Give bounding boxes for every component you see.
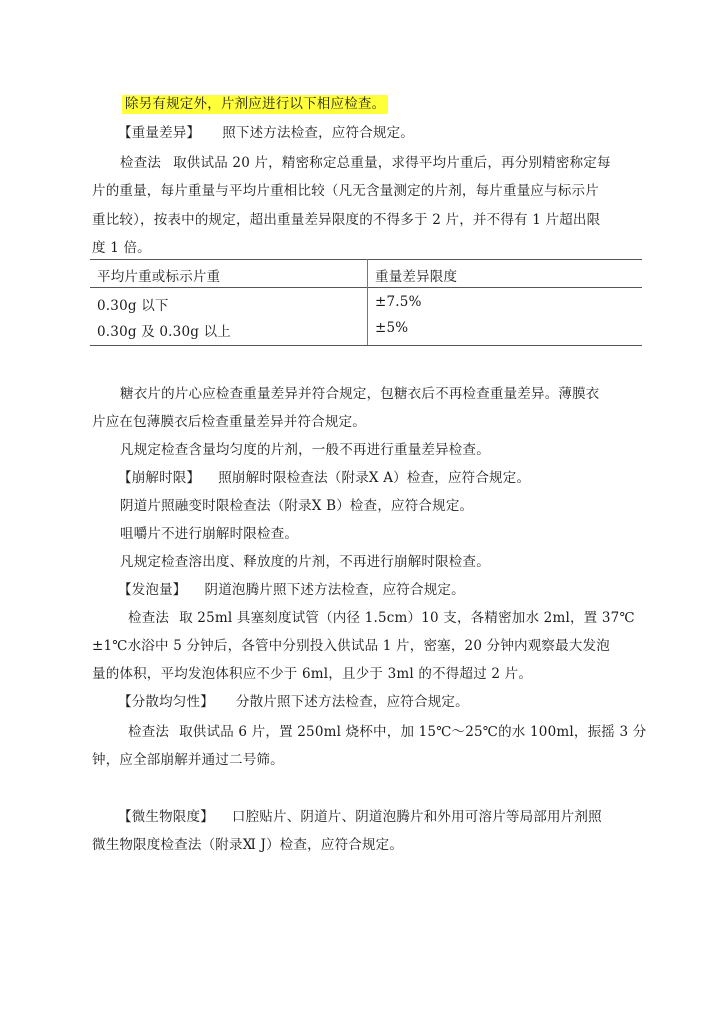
dispersion-method-line-1 <box>128 720 646 740</box>
table-row-1-limit: ±7.5% <box>375 294 422 310</box>
disintegration-line-2: 咀嚼片不进行崩解时限检查。 <box>120 526 299 542</box>
foaming-method-line-3: 量的体积，平均发泡体积应不少于 6ml，且少于 3ml 的不得超过 2 片。 <box>92 666 533 682</box>
note-line-2: 片应在包薄膜衣后检查重量差异并符合规定。 <box>92 414 366 430</box>
table-header-rule <box>90 287 642 288</box>
disintegration-heading-text: 照崩解时限检查法（附录Ⅹ A）检查，应符合规定。 <box>218 470 531 486</box>
foaming-heading: 【发泡量】 <box>118 582 187 598</box>
intro-highlight: 除另有规定外，片剂应进行以下相应检查。 <box>122 95 388 114</box>
table-column-divider <box>367 259 368 345</box>
weight-variation-heading: 【重量差异】 <box>118 125 201 141</box>
weight-variation-heading-text: 照下述方法检查，应符合规定。 <box>222 125 415 141</box>
table-row-2-weight: 0.30g 及 0.30g 以上 <box>97 324 231 340</box>
weight-method-text-1: 取供试品 20 片，精密称定总重量，求得平均片重后，再分别精密称定每 <box>173 155 611 171</box>
foaming-method-line-2: ±1℃水浴中 5 分钟后，各管中分别投入供试品 1 片，密塞，20 分钟内观察最大发泡 <box>92 638 610 654</box>
microbial-heading-line <box>118 805 602 825</box>
weight-method-line-4: 度 1 倍。 <box>92 240 151 256</box>
foaming-heading-line <box>118 578 465 598</box>
weight-method-label: 检查法 <box>120 155 162 171</box>
foaming-heading-text: 阴道泡腾片照下述方法检查，应符合规定。 <box>204 582 465 598</box>
weight-method-line-2: 片的重量，每片重量与平均片重相比较（凡无含量测定的片剂，每片重量应与标示片 <box>92 183 599 199</box>
table-row-2-limit: ±5% <box>375 320 409 336</box>
weight-method-line-1 <box>120 151 611 171</box>
weight-method-line-3: 重比较），按表中的规定，超出重量差异限度的不得多于 2 片，并不得有 1 片超出限 <box>92 212 601 228</box>
microbial-heading-text: 口腔贴片、阴道片、阴道泡腾片和外用可溶片等局部用片剂照 <box>231 809 602 825</box>
table-top-rule <box>90 259 642 260</box>
foaming-method-label: 检查法 <box>128 610 170 626</box>
table-bottom-rule <box>90 345 642 346</box>
table-header-limit: 重量差异限度 <box>375 269 458 285</box>
foaming-method-text-1: 取 25ml 具塞刻度试管（内径 1.5cm）10 支，各精密加水 2ml，置 37℃ <box>179 610 635 626</box>
dispersion-method-text-1: 取供试品 6 片，置 250ml 烧杯中，加 15℃～25℃的水 100ml，振摇 3 分 <box>179 724 647 740</box>
dispersion-heading-text: 分散片照下述方法检查，应符合规定。 <box>235 694 469 710</box>
microbial-heading: 【微生物限度】 <box>118 809 214 825</box>
disintegration-line-3: 凡规定检查溶出度、释放度的片剂，不再进行崩解时限检查。 <box>120 554 490 570</box>
dispersion-method-line-2: 钟，应全部崩解并通过二号筛。 <box>92 752 284 768</box>
microbial-line-2: 微生物限度检查法（附录Ⅺ J）检查，应符合规定。 <box>92 837 404 853</box>
weight-variation-heading-line <box>118 121 414 141</box>
dispersion-heading: 【分散均匀性】 <box>118 694 214 710</box>
disintegration-heading-line <box>118 466 530 486</box>
note-line-3: 凡规定检查含量均匀度的片剂，一般不再进行重量差异检查。 <box>120 442 490 458</box>
table-row-1-weight: 0.30g 以下 <box>97 298 169 314</box>
disintegration-heading: 【崩解时限】 <box>118 470 201 486</box>
disintegration-line-1: 阴道片照融变时限检查法（附录Ⅹ B）检查，应符合规定。 <box>120 498 474 514</box>
intro-line <box>122 92 388 112</box>
dispersion-method-label: 检查法 <box>128 724 170 740</box>
note-line-1: 糖衣片的片心应检查重量差异并符合规定，包糖衣后不再检查重量差异。薄膜衣 <box>120 386 600 402</box>
foaming-method-line-1 <box>128 606 635 626</box>
table-header-weight: 平均片重或标示片重 <box>97 269 221 285</box>
dispersion-heading-line <box>118 690 469 710</box>
